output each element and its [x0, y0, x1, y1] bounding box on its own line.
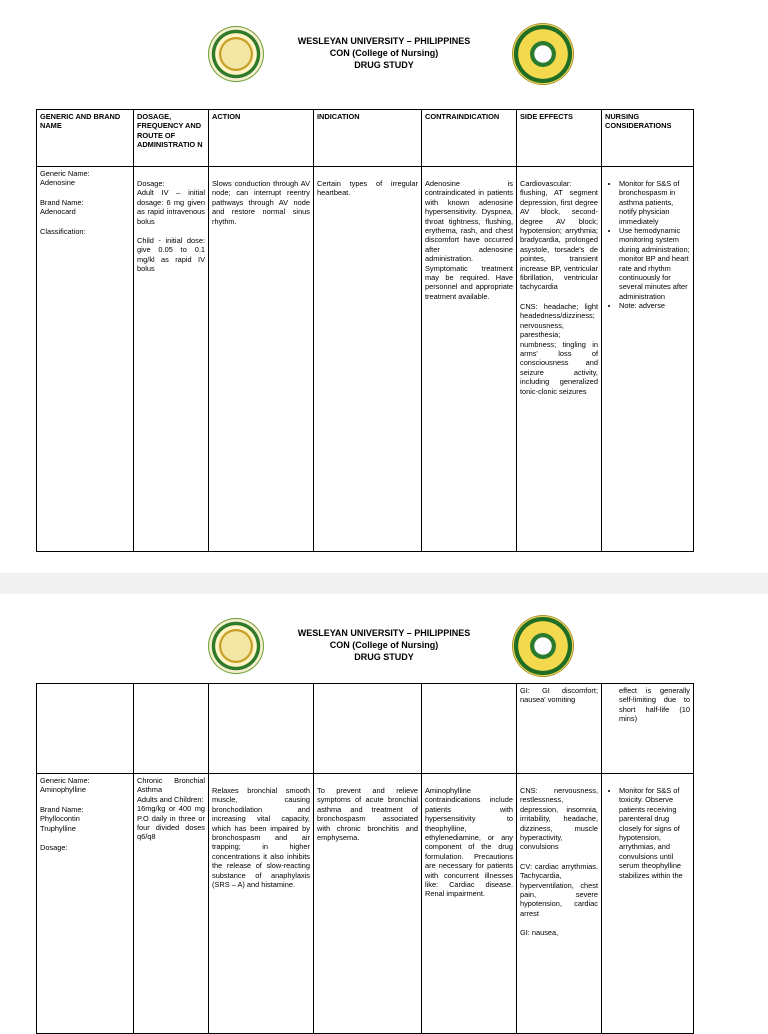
nursing-continuation-text: effect is generally self-limiting due to short half-life (10 mins)	[619, 686, 690, 724]
contraindication-text: Aminophylline contraindications include patients with hypersensitivity to theophylline, ethylenediamine, or any component of the drug formulation. Precautions are necessary for patients with concurrent illnesses like: Cardiac disease. Renal impairment.	[425, 786, 513, 899]
page-header-2	[0, 614, 768, 694]
college-name: CON (College of Nursing)	[329, 640, 439, 650]
side-effects-cell	[517, 684, 602, 774]
table-row	[37, 684, 694, 774]
nursing-considerations-cell	[602, 167, 694, 552]
column-header: GENERIC AND BRAND NAME	[37, 110, 134, 167]
brand-name-label: Brand Name:	[40, 197, 84, 207]
generic-name: Aminophylline	[40, 785, 87, 795]
table-row	[37, 774, 694, 1034]
contraindication-cell	[422, 774, 517, 1034]
side-effects-cell	[517, 167, 602, 552]
list-item: • Use hemodynamic monitoring system during administration; monitor BP and heart rate and rhythm continuously for several minutes after administration	[619, 226, 690, 301]
header-titles	[280, 627, 488, 663]
drug-study-table-1	[36, 109, 694, 552]
column-header: INDICATION	[314, 110, 422, 167]
indication-text: Certain types of irregular heartbeat.	[317, 179, 418, 198]
page-header-1	[0, 22, 768, 102]
nursing-considerations-cell	[602, 684, 694, 774]
indication-text: To prevent and relieve symptoms of acute bronchial asthma and treatment of bronchospasm associated with chronic bronchitis and emphysema.	[317, 786, 418, 843]
dosage-cell	[134, 774, 209, 1034]
university-seal-icon	[209, 619, 263, 673]
column-header: ACTION	[209, 110, 314, 167]
generic-name-label: Generic Name:	[40, 776, 90, 785]
side-effects-cv-text: CV: cardiac arrythmias. Tachycardia, hyperventilation, chest pain, severe hypotension, cardiac arrest	[520, 861, 598, 918]
column-header: SIDE EFFECTS	[517, 110, 602, 167]
dosage-text: Chronic Bronchial Asthma Adults and Children: 16mg/kg or 400 mg P.O daily in three or four divided doses q6/q8	[137, 776, 205, 842]
list-item: • Monitor for S&S of toxicity. Observe patients receiving parenteral drug closely for signs of hypotension, arrythmias, and convulsions until serum theophylline stabilizes within the	[619, 786, 690, 880]
action-text: Relaxes bronchial smooth muscle, causing bronchodilation and increasing vital capacity, which has been impaired by bronchospasm and air trapping; in higher concentrations it also inhibits the release of slow-reacting substance of anaphylaxis (SRS – A) and histamine.	[212, 786, 310, 890]
brand-name: Truphylline	[40, 823, 76, 833]
indication-cell	[314, 774, 422, 1034]
action-text: Slows conduction through AV node; can interrupt reentry pathways through AV node and restore normal sinus rhythm.	[212, 179, 310, 226]
generic-name-label: Generic Name:	[40, 169, 90, 178]
dosage-text: Dosage: Adult IV – initial dosage: 6 mg given as rapid intravenous bolus	[137, 179, 205, 226]
indication-cell	[314, 167, 422, 552]
dosage-cell	[134, 167, 209, 552]
side-effects-cns-text: CNS: nervousness, restlessness, depression, insomnia, irritability, headache, dizziness, muscle hyperactivity, convulsions	[520, 786, 598, 852]
classification-label: Classification:	[40, 226, 86, 236]
table-header-row	[37, 110, 694, 167]
university-name: WESLEYAN UNIVERSITY – PHILIPPINES	[297, 36, 471, 46]
side-effects-cns-text: CNS: headache; light headedness/dizziness; nervousness, paresthesia; numbness; tingling in arms' loss of consciousness and seizure activity, including generalized tonic-clonic seizures	[520, 301, 598, 396]
college-seal-icon	[513, 616, 573, 676]
side-effects-gi-text: GI: nausea,	[520, 928, 559, 938]
document-title: DRUG STUDY	[354, 652, 414, 662]
dosage-label: Dosage:	[40, 843, 68, 853]
college-name: CON (College of Nursing)	[329, 48, 439, 58]
drug-study-table-2	[36, 683, 694, 1034]
side-effects-cell	[517, 774, 602, 1034]
contraindication-text: Adenosine is contraindicated in patients with known adenosine hypersensitivity. Dyspnea, throat tightness, flushing, erythema, rash, and chest discomfort have occurred after adenosine administration. Symptomatic treatment may be required. Have personnel and appropriate treatment available.	[425, 179, 513, 301]
dosage-child-text: Child - initial dose: give 0.05 to 0.1 mg/kl as rapid IV bolus	[137, 236, 205, 274]
university-seal-icon	[209, 27, 263, 81]
header-titles	[280, 35, 488, 71]
nursing-considerations-cell	[602, 774, 694, 1034]
brand-name-label: Brand Name:	[40, 804, 84, 814]
table-row	[37, 167, 694, 552]
university-name: WESLEYAN UNIVERSITY – PHILIPPINES	[297, 628, 471, 638]
brand-name: Adenocard	[40, 207, 76, 217]
nursing-list	[605, 786, 690, 880]
nursing-list	[605, 179, 690, 311]
contraindication-cell	[422, 167, 517, 552]
document-title: DRUG STUDY	[354, 60, 414, 70]
column-header: NURSING CONSIDERATIONS	[602, 110, 694, 167]
action-cell	[209, 167, 314, 552]
college-seal-icon	[513, 24, 573, 84]
side-effects-gi-text: GI: GI discomfort; nausea' vomiting	[520, 686, 598, 705]
drug-name-cell	[37, 167, 134, 552]
list-item: • Monitor for S&S of bronchospasm in asthma patients, notify physician immediately	[619, 179, 690, 226]
column-header: DOSAGE, FREQUENCY AND ROUTE OF ADMINISTRATIO N	[134, 110, 209, 167]
action-cell	[209, 774, 314, 1034]
drug-name-cell	[37, 774, 134, 1034]
page-gap	[0, 573, 768, 594]
brand-name: Phyllocontin	[40, 814, 80, 824]
column-header: CONTRAINDICATION	[422, 110, 517, 167]
generic-name: Adenosine	[40, 178, 75, 188]
side-effects-cv-text: Cardiovascular: flushing, AT segment depression, first degree AV block, second- degree AV block; hypotension; arrythmia; bradycardia, prolonged asystole, torsade's de pointes, transient increase BP, ventricular fibrillation, ventricular tachycardia	[520, 179, 598, 292]
list-item: • Note: adverse	[619, 301, 690, 310]
